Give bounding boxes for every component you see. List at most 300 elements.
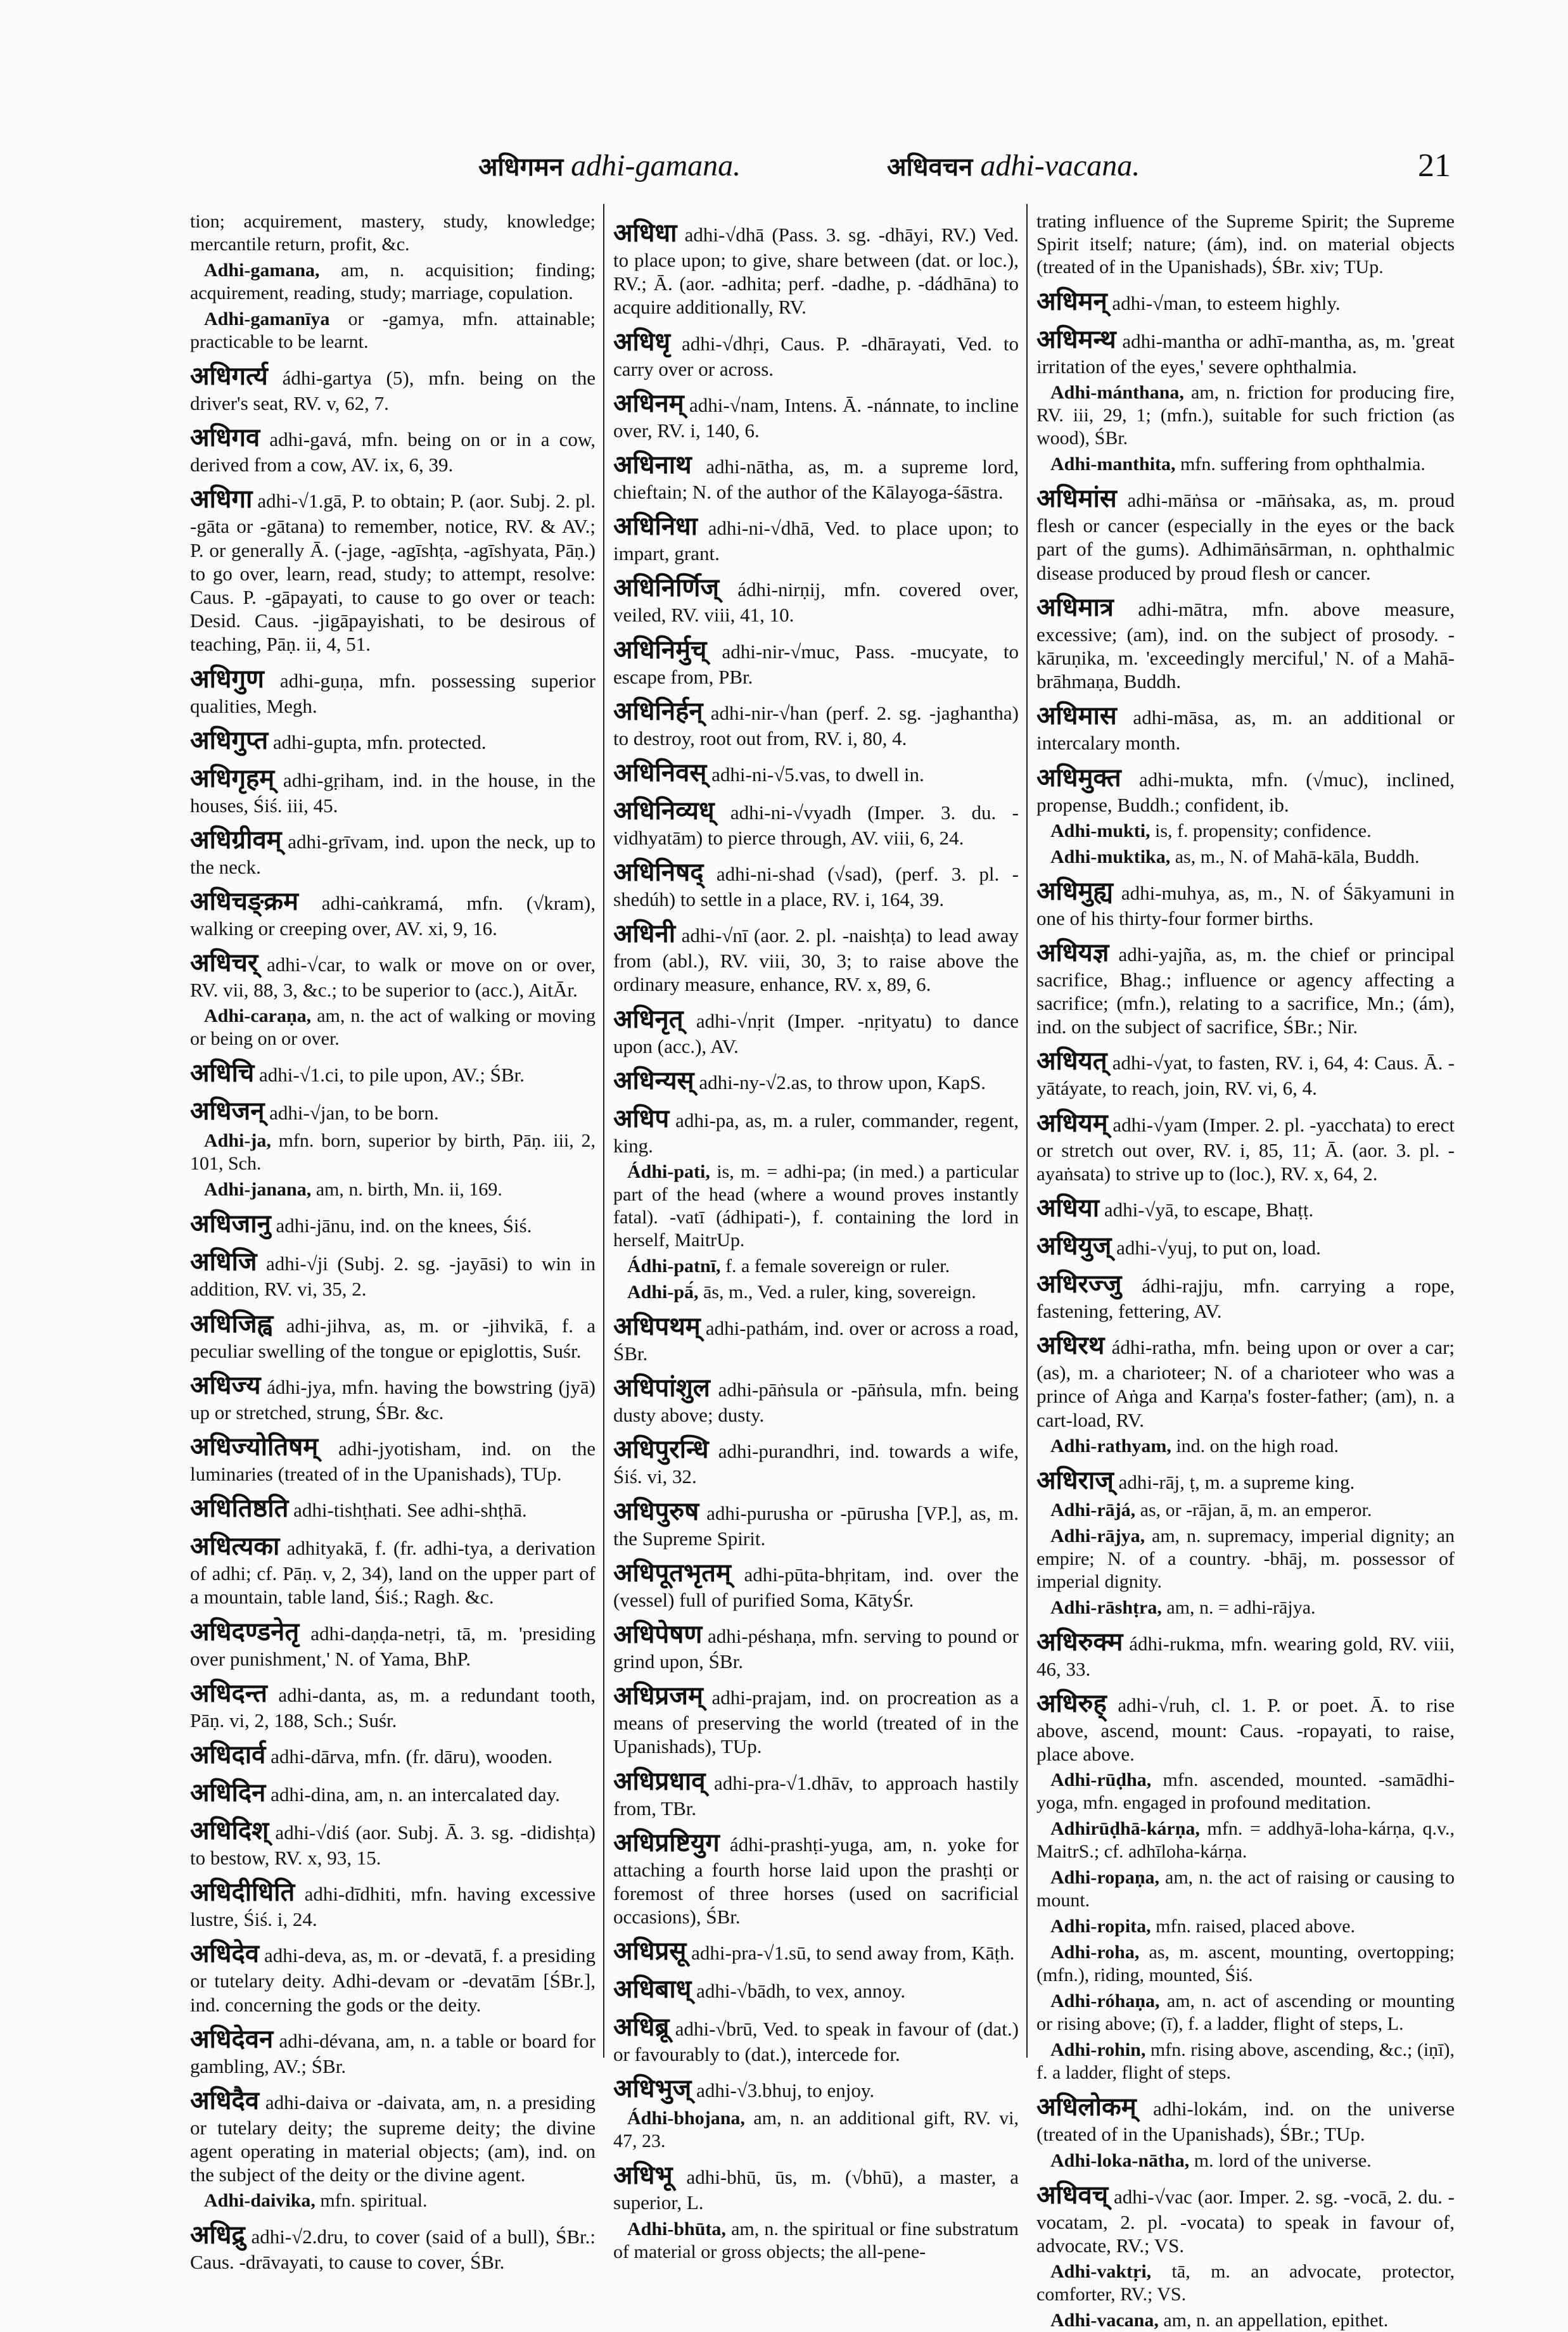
subentry-text: mfn. spiritual. (315, 2190, 428, 2212)
dictionary-subentry (1036, 2039, 1455, 2084)
subentry-text: mfn. ascended, mounted. -samādhi-yoga, mfn. engaged in profound meditation. (1036, 1769, 1455, 1814)
entry-text: adhi-nir-√han (perf. 2. sg. -jaghantha) to destroy, root out from, RV. i, 80, 4. (613, 701, 1019, 749)
header-center-roman: adhi-vacana. (980, 149, 1140, 182)
entry-text: adhi-√diś (aor. Subj. Ā. 3. sg. -didishṭa) to bestow, RV. x, 93, 15. (190, 1821, 596, 1869)
entry-headword-devanagari: अधिगृहम् (190, 763, 275, 793)
header-left-devanagari: अधिगमन (478, 153, 564, 182)
dictionary-entry (190, 484, 596, 656)
dictionary-entry (1036, 1046, 1455, 1100)
entry-text: adhi-jihva, as, m. or -jihvikā, f. a peculiar swelling of the tongue or epiglottis, Suśr. (190, 1314, 596, 1362)
subentry-headword: Adhi-rathyam, (1050, 1435, 1171, 1456)
dictionary-entry (613, 696, 1019, 750)
entry-text: adhi-purandhri, ind. towards a wife, Śiś. vi, 32. (613, 1440, 1019, 1488)
entry-text: adhi-jyotisham, ind. on the luminaries (treated of in the Upanishads), TUp. (190, 1437, 596, 1485)
dictionary-entry (1036, 2180, 1455, 2257)
entry-text: adhi-péshaṇa, mfn. serving to pound or grind upon, ŚBr. (613, 1624, 1019, 1673)
entry-headword-devanagari: अधिगा (190, 485, 253, 514)
entry-headword-devanagari: अधिधा (613, 219, 677, 248)
entry-headword-devanagari: अधिपांशुल (613, 1373, 710, 1403)
entry-text: adhi-rāj, ṭ, m. a supreme king. (1113, 1470, 1355, 1493)
dictionary-subentry (1036, 2150, 1455, 2172)
entry-text: adhi-pāṅsula or -pāṅsula, mfn. being dusty above; dusty. (613, 1379, 1019, 1427)
entry-headword-devanagari: अधिनिर्हन् (613, 696, 703, 726)
entry-text: adhi-√nī (aor. 2. pl. -naishṭa) to lead away from (abl.), RV. viii, 30, 3; to raise above the ordinary measure, enhance, RV. x, 89, 6. (613, 924, 1019, 996)
dictionary-subentry (1036, 1596, 1455, 1619)
dictionary-entry (613, 1066, 1019, 1096)
entry-text: adhi-ni-shad (√sad), (perf. 3. pl. -shedúh) to settle in a place, RV. i, 164, 39. (613, 863, 1019, 911)
entry-headword-devanagari: अधियम् (1036, 1108, 1108, 1138)
entry-text: adhi-dārva, mfn. (fr. dāru), wooden. (265, 1745, 553, 1768)
entry-headword-devanagari: अधिदन्त (190, 1678, 267, 1708)
entry-text: adhi-nir-√muc, Pass. -mucyate, to escape from, PBr. (613, 640, 1019, 688)
dictionary-entry (613, 1104, 1019, 1157)
entry-headword-devanagari: अधितिष्ठति (190, 1494, 289, 1524)
entry-text: adhi-gavá, mfn. being on or in a cow, derived from a cow, AV. ix, 6, 39. (190, 428, 596, 476)
entry-text: adhi-√yam (Imper. 2. pl. -yacchata) to erect or stretch out over, RV. i, 85, 11; Ā. (aor. 3. pl. -ayaṅsata) to strive up to (loc.), RV. x, 64, 2. (1036, 1113, 1455, 1185)
dictionary-entry (613, 1004, 1019, 1058)
entry-headword-devanagari: अधिरज्जु (1036, 1270, 1122, 1299)
entry-headword-devanagari: अधिगुप्त (190, 725, 269, 755)
entry-headword-devanagari: अधिप्रधाव् (613, 1766, 706, 1796)
entry-headword-devanagari: अधिपुरन्धि (613, 1435, 709, 1465)
entry-text: adhi-jānu, ind. on the knees, Śiś. (271, 1214, 532, 1237)
entry-headword-devanagari: अधिपुरुष (613, 1496, 699, 1526)
subentry-headword: Adhi-vaktṛi, (1050, 2260, 1152, 2282)
entry-text: adhi-prajam, ind. on procreation as a means of preserving the world (treated of in the Upanishads), TUp. (613, 1686, 1019, 1758)
entry-text: adhi-deva, as, m. or -devatā, f. a presiding or tutelary deity. Adhi-devam or -devatām [ŚBr.], ind. concerning the gods or the deity. (190, 1944, 596, 2016)
subentry-text: ās, m., Ved. a ruler, king, sovereign. (698, 1282, 976, 1303)
dictionary-entry (1036, 876, 1455, 930)
entry-text: adhi-gupta, mfn. protected. (268, 730, 487, 753)
dictionary-entry (190, 1531, 596, 1609)
dictionary-entry (613, 919, 1019, 996)
dictionary-entry (613, 327, 1019, 381)
dictionary-entry (613, 2012, 1019, 2066)
subentry-text: am, n. the act of raising or causing to mount. (1036, 1867, 1455, 1911)
entry-text: adhi-caṅkramá, mfn. (√kram), walking or creeping over, AV. xi, 9, 16. (190, 892, 596, 940)
continued-text: trating influence of the Supreme Spirit; the Supreme Spirit itself; nature; (ám), ind. on material objects (treated of in the Upanishads), ŚBr. xiv; TUp. (1036, 211, 1455, 277)
entry-headword-devanagari: अधिरथ (1036, 1331, 1105, 1361)
entry-headword-devanagari: अधिभुज् (613, 2074, 692, 2104)
dictionary-entry (1036, 1627, 1455, 1681)
dictionary-entry (190, 725, 596, 756)
subentry-headword: Adhi-rūḍha, (1050, 1769, 1152, 1791)
dictionary-entry (613, 511, 1019, 565)
dictionary-subentry (1036, 2260, 1455, 2306)
subentry-text: am, n. supremacy, imperial dignity; an empire; N. of a country. -bhāj, m. possessor of imperial dignity. (1036, 1525, 1455, 1592)
entry-text: adhi-ni-√dhā, Ved. to place upon; to impart, grant. (613, 517, 1019, 565)
entry-headword-devanagari: अधिबाध् (613, 1975, 692, 2004)
entry-headword-devanagari: अधिराज् (1036, 1465, 1114, 1495)
dictionary-subentry (613, 2218, 1019, 2264)
dictionary-entry (1036, 286, 1455, 317)
entry-headword-devanagari: अधिनिवस् (613, 758, 707, 787)
dictionary-subentry (1036, 1915, 1455, 1938)
dictionary-entry (190, 361, 596, 415)
entry-text: adhityakā, f. (fr. adhi-tya, a derivation of adhi; cf. Pāṇ. v, 2, 34), land on the upper part of a mountain, table land, Śiś.; Ragh. &c. (190, 1537, 596, 1609)
subentry-text: mfn. born, superior by birth, Pāṇ. iii, 2, 101, Sch. (190, 1130, 596, 1175)
page-number: 21 (1418, 148, 1451, 184)
entry-headword-devanagari: अधिप्रजम् (613, 1681, 703, 1711)
entry-headword-devanagari: अधियुज् (1036, 1232, 1112, 1261)
dictionary-subentry (190, 1178, 596, 1201)
subentry-headword: Adhi-mukti, (1050, 820, 1151, 841)
entry-text: adhi-√yat, to fasten, RV. i, 64, 4: Caus. Ā. -yātáyate, to reach, join, RV. vi, 6, 4. (1036, 1052, 1455, 1100)
entry-headword-devanagari: अधिनिधा (613, 512, 698, 542)
dictionary-entry (190, 886, 596, 940)
subentry-text: am, n. an appellation, epithet. (1158, 2309, 1389, 2331)
entry-headword-devanagari: अधिन्यस् (613, 1066, 694, 1095)
entry-headword-devanagari: अधिपूतभृतम् (613, 1558, 731, 1588)
entry-headword-devanagari: अधिदेवन (190, 2024, 274, 2054)
subentry-headword: Adhi-rohin, (1050, 2039, 1146, 2061)
dictionary-column-3 (1036, 210, 1455, 2331)
entry-text: adhi-dévana, am, n. a table or board for gambling, AV.; ŚBr. (190, 2029, 596, 2077)
entry-text: adhi-bhū, ūs, m. (√bhū), a master, a superior, L. (613, 2166, 1019, 2214)
dictionary-subentry (613, 1255, 1019, 1278)
entry-headword-devanagari: अधिजिह्व (190, 1309, 273, 1339)
entry-headword-devanagari: अधिगर्त्य (190, 362, 268, 391)
subentry-headword: Adhi-janana, (204, 1179, 312, 1201)
entry-text: adhi-muhya, as, m., N. of Śākyamuni in one of his thirty-four former births. (1036, 881, 1455, 929)
entry-text: ádhi-nirṇij, mfn. covered over, veiled, RV. viii, 41, 10. (613, 578, 1019, 627)
entry-headword-devanagari: अधिनृत् (613, 1004, 684, 1034)
entry-text: ádhi-jya, mfn. having the bowstring (jyā) up or stretched, strung, ŚBr. &c. (190, 1375, 596, 1424)
entry-headword-devanagari: अधिधृ (613, 327, 671, 357)
subentry-headword: Adhi-manthita, (1050, 454, 1176, 475)
entry-headword-devanagari: अधिवच् (1036, 2180, 1109, 2210)
dictionary-entry (190, 948, 596, 1002)
entry-text: adhi-pathám, ind. over or across a road, ŚBr. (613, 1317, 1019, 1365)
entry-text: adhi-yajña, as, m. the chief or principal sacrifice, Bhag.; influence or agency affecting a sacrifice; (mfn.), relating to a sacrifice, Mn.; (ám), ind. on the subject of sacrifice, ŚBr.; Nir. (1036, 943, 1455, 1038)
subentry-text: am, n. acquisition; finding; acquirement, reading, study; marriage, copulation. (190, 260, 596, 303)
subentry-text: mfn. suffering from ophthalmia. (1175, 454, 1425, 475)
dictionary-entry (190, 2220, 596, 2274)
subentry-headword: Adhi-gamanīya (204, 309, 330, 329)
dictionary-entry (613, 573, 1019, 627)
dictionary-entry (190, 1493, 596, 1524)
entry-headword-devanagari: अधिदार्व (190, 1740, 266, 1769)
dictionary-entry (613, 796, 1019, 850)
entry-text: adhi-√car, to walk or move on or over, RV. vii, 88, 3, &c.; to be superior to (acc.), AitĀr. (190, 953, 596, 1002)
subentry-headword: Adhi-pā́, (627, 1282, 699, 1303)
dictionary-entry (190, 1096, 596, 1126)
dictionary-entry (613, 1681, 1019, 1758)
dictionary-subentry (1036, 820, 1455, 843)
entry-text: adhi-mantha or adhī-mantha, as, m. 'great irritation of the eyes,' severe ophthalmia. (1036, 330, 1455, 378)
subentry-text: or -gamya, mfn. attainable; practicable to be learnt. (190, 309, 596, 352)
dictionary-subentry (190, 259, 596, 305)
dictionary-entry (190, 1816, 596, 1870)
entry-headword-devanagari: अधिरुह् (1036, 1688, 1107, 1718)
entry-headword-devanagari: अधिनिर्मुच् (613, 635, 707, 665)
dictionary-entry (613, 450, 1019, 504)
entry-headword-devanagari: अधिदेव (190, 1939, 259, 1969)
entry-text: adhi-daṇḍa-netṛi, tā, m. 'presiding over punishment,' N. of Yama, BhP. (190, 1622, 596, 1670)
dictionary-entry (613, 857, 1019, 911)
header-center-devanagari: अधिवचन (887, 153, 973, 182)
dictionary-subentry (1036, 1818, 1455, 1863)
dictionary-entry (1036, 1269, 1455, 1323)
entry-headword-devanagari: अधिनम् (613, 388, 684, 418)
entry-text: adhi-√2.dru, to cover (said of a bull), ŚBr.: Caus. -drāvayati, to cause to cover, ŚBr. (190, 2226, 596, 2274)
entry-text: adhi-pra-√1.dhāv, to approach hastily from, TBr. (613, 1771, 1019, 1819)
subentry-headword: Adhi-mánthana, (1050, 382, 1184, 404)
dictionary-subentry (1036, 1866, 1455, 1912)
subentry-text: ind. on the high road. (1171, 1435, 1339, 1456)
entry-headword-devanagari: अधिमास (1036, 701, 1117, 731)
dictionary-entry (190, 1617, 596, 1671)
dictionary-subentry (1036, 453, 1455, 476)
dictionary-entry (190, 763, 596, 817)
subentry-headword: Adhi-daivika, (204, 2190, 316, 2212)
subentry-headword: Adhi-bhūta, (627, 2218, 726, 2240)
subentry-headword: Ádhi-bhojana, (627, 2108, 745, 2129)
dictionary-entry (1036, 1465, 1455, 1496)
entry-headword-devanagari: अधिनिषद् (613, 858, 704, 888)
dictionary-entry (190, 1370, 596, 1424)
dictionary-subentry (613, 2107, 1019, 2153)
entry-headword-devanagari: अधिमांस (1036, 484, 1117, 514)
entry-headword-devanagari: अधिदण्डनेतृ (190, 1617, 300, 1647)
dictionary-entry (190, 423, 596, 476)
column-divider-1 (603, 204, 604, 2058)
dictionary-entry (613, 1434, 1019, 1488)
dictionary-entry (190, 1432, 596, 1486)
dictionary-subentry (613, 1161, 1019, 1252)
entry-headword-devanagari: अधिनाथ (613, 450, 692, 480)
dictionary-entry (190, 1740, 596, 1770)
dictionary-entry (613, 1496, 1019, 1550)
subentry-headword: Adhi-gamana, (204, 260, 320, 281)
entry-text: adhi-√bādh, to vex, annoy. (691, 1980, 906, 2003)
dictionary-entry (190, 825, 596, 879)
subentry-headword: Adhi-ja, (204, 1130, 271, 1152)
entry-headword-devanagari: अधिमात्र (1036, 592, 1114, 622)
dictionary-entry (613, 1373, 1019, 1427)
dictionary-entry (613, 2160, 1019, 2214)
subentry-text: m. lord of the universe. (1189, 2150, 1372, 2171)
dictionary-subentry (1036, 1769, 1455, 1814)
dictionary-entry (190, 1209, 596, 1239)
entry-headword-devanagari: अधिदिन (190, 1778, 266, 1807)
entry-text: adhi-tishṭhati. See adhi-shṭhā. (288, 1499, 527, 1522)
dictionary-subentry (1036, 1941, 1455, 1987)
subentry-headword: Ádhi-pati, (627, 1161, 710, 1182)
dictionary-entry (613, 1936, 1019, 1966)
entry-headword-devanagari: अधिमन् (1036, 287, 1107, 316)
subentry-text: am, n. the act of walking or moving or being on or over. (190, 1005, 596, 1050)
entry-text: adhi-√1.gā, P. to obtain; P. (aor. Subj. 2. pl. -gāta or -gātana) to remember, notice, RV. & AV.; P. or generally Ā. (-jage, -agīshṭa, -agīshyata, Pāṇ.) to go over, learn, read, study; to attempt, resolve: Caus. P. -gāpayati, to cause to go over or teach: Desid. Caus. -jigāpayishati, to be desirous of teaching, Pāṇ. ii, 4, 51. (190, 490, 596, 656)
entry-headword-devanagari: अधिगव (190, 423, 260, 453)
subentry-text: as, or -rājan, ā, m. an emperor. (1135, 1499, 1372, 1520)
subentry-headword: Adhi-caraṇa, (204, 1005, 312, 1027)
entry-text: adhi-√ruh, cl. 1. P. or poet. Ā. to rise above, ascend, mount: Caus. -ropayati, to raise, place above. (1036, 1693, 1455, 1766)
entry-headword-devanagari: अधिग्रीवम् (190, 825, 282, 855)
entry-headword-devanagari: अधिजि (190, 1247, 257, 1277)
dictionary-subentry (190, 1130, 596, 1175)
entry-headword-devanagari: अधिनी (613, 919, 676, 949)
entry-headword-devanagari: अधिपथम् (613, 1312, 701, 1341)
entry-headword-devanagari: अधिमन्थ (1036, 325, 1116, 354)
entry-text: adhi-√jan, to be born. (264, 1102, 439, 1125)
dictionary-entry (1036, 1108, 1455, 1185)
dictionary-entry (613, 1766, 1019, 1820)
entry-text: ádhi-gartya (5), mfn. being on the driver's seat, RV. v, 62, 7. (190, 367, 596, 414)
entry-text: adhi-pa, as, m. a ruler, commander, regent, king. (613, 1109, 1019, 1157)
column-divider-2 (1026, 204, 1028, 2058)
entry-headword-devanagari: अधिज्य (190, 1370, 261, 1400)
subentry-text: am, n. the spiritual or fine substratum of material or gross objects; the all-pene- (613, 2218, 1019, 2262)
entry-text: adhi-ni-√5.vas, to dwell in. (706, 763, 924, 786)
entry-text: adhi-nātha, as, m. a supreme lord, chieftain; N. of the author of the Kālayoga-śāstra. (613, 455, 1019, 503)
dictionary-entry (613, 1558, 1019, 1612)
dictionary-entry (1036, 2092, 1455, 2146)
subentry-text: is, m. = adhi-pa; (in med.) a particular part of the head (where a wound proves instantly fatal). -vatī (ádhipati-), f. containing the lord in herself, MaitrUp. (613, 1161, 1019, 1251)
subentry-headword: Adhi-muktika, (1050, 846, 1171, 867)
entry-text: adhi-lokám, ind. on the universe (treated of in the Upanishads), ŚBr.; TUp. (1036, 2098, 1455, 2146)
dictionary-entry (613, 1311, 1019, 1365)
entry-text: adhi-ny-√2.as, to throw upon, KapS. (694, 1071, 986, 1093)
entry-headword-devanagari: अधित्यका (190, 1532, 280, 1562)
entry-text: adhi-√ji (Subj. 2. sg. -jayāsi) to win in addition, RV. vi, 35, 2. (190, 1252, 596, 1301)
entry-text: ádhi-rukma, mfn. wearing gold, RV. viii, 46, 33. (1036, 1632, 1455, 1680)
entry-text: adhi-guṇa, mfn. possessing superior qualities, Megh. (190, 669, 596, 717)
entry-text: adhi-pra-√1.sū, to send away from, Kāṭh. (686, 1942, 1015, 1965)
header-left-roman: adhi-gamana. (571, 149, 741, 182)
dictionary-entry (1036, 1330, 1455, 1432)
dictionary-entry (190, 1309, 596, 1363)
subentry-headword: Adhi-rāshṭra, (1050, 1596, 1162, 1618)
dictionary-entry (613, 758, 1019, 788)
header-left (478, 147, 741, 186)
entry-text: adhi-dīdhiti, mfn. having excessive lustre, Śiś. i, 24. (190, 1883, 596, 1931)
header-center (887, 147, 1140, 186)
dictionary-entry (190, 2024, 596, 2078)
subentry-text: am, n. act of ascending or mounting or rising above; (ī), f. a ladder, flight of steps, L. (1036, 1991, 1455, 2035)
entry-text: adhi-mātra, mfn. above measure, excessive; (am), ind. on the subject of prosody. -kāruṇika, m. 'exceedingly merciful,' N. of a Mahā-brāhmaṇa, Buddh. (1036, 597, 1455, 693)
entry-text: ádhi-prashṭi-yuga, am, n. yoke for attaching a fourth horse laid upon the prashṭi or foremost of three horses (used on sacrificial occasions), ŚBr. (613, 1833, 1019, 1928)
dictionary-subentry (1036, 846, 1455, 869)
subentry-headword: Adhi-vacana, (1050, 2309, 1159, 2331)
subentry-text: f. a female sovereign or ruler. (720, 1256, 950, 1277)
entry-headword-devanagari: अधिजन् (190, 1097, 265, 1126)
subentry-text: am, n. birth, Mn. ii, 169. (311, 1179, 502, 1201)
entry-headword-devanagari: अधिचि (190, 1059, 255, 1088)
dictionary-column-1 (190, 210, 596, 2274)
entry-text: adhi-māsa, as, m. an additional or intercalary month. (1036, 706, 1455, 755)
entry-headword-devanagari: अधिभू (613, 2161, 673, 2191)
subentry-headword: Adhi-roha, (1050, 1942, 1140, 1963)
entry-headword-devanagari: अधिचङ्क्रम (190, 887, 299, 917)
dictionary-entry (1036, 938, 1455, 1039)
entry-headword-devanagari: अधिजानु (190, 1209, 271, 1239)
entry-headword-devanagari: अधिमुह्य (1036, 876, 1113, 906)
dictionary-entry (613, 218, 1019, 319)
entry-text: adhi-purusha or -pūrusha [VP.], as, m. the Supreme Spirit. (613, 1501, 1019, 1550)
subentry-text: am, n. friction for producing fire, RV. iii, 29, 1; (mfn.), suitable for such friction (as wood), ŚBr. (1036, 382, 1455, 449)
dictionary-entry (1036, 324, 1455, 378)
entry-headword-devanagari: अधिपेषण (613, 1619, 703, 1649)
entry-text: adhi-√yuj, to put on, load. (1111, 1237, 1321, 1259)
dictionary-entry (1036, 763, 1455, 817)
dictionary-entry (190, 1058, 596, 1088)
dictionary-entry (613, 635, 1019, 689)
entry-headword-devanagari: अधिब्रू (613, 2013, 670, 2042)
dictionary-entry (190, 1939, 596, 2016)
subentry-text: am, n. an additional gift, RV. vi, 47, 23. (613, 2108, 1019, 2152)
dictionary-subentry (1036, 1435, 1455, 1458)
entry-headword-devanagari: अधिप्रष्टियुग (613, 1828, 720, 1857)
entry-text: adhi-√yā, to escape, Bhaṭṭ. (1099, 1199, 1314, 1221)
entry-headword-devanagari: अधिमुक्त (1036, 763, 1121, 793)
subentry-headword: Adhi-ropaṇa, (1050, 1867, 1160, 1889)
dictionary-entry (1036, 483, 1455, 585)
dictionary-entry (613, 2074, 1019, 2104)
dictionary-subentry (190, 2189, 596, 2212)
entry-text: adhi-√dhā (Pass. 3. sg. -dhāyi, RV.) Ved. to place upon; to give, share between (dat. or loc.), RV.; Ā. (aor. -adhita; perf. -dadhe, p. -dádhāna) to acquire additionally, RV. (613, 224, 1019, 319)
dictionary-subentry (1036, 1499, 1455, 1522)
subentry-text: mfn. raised, placed above. (1151, 1916, 1356, 1937)
entry-text: adhi-√1.ci, to pile upon, AV.; ŚBr. (254, 1064, 525, 1086)
entry-text: ádhi-ratha, mfn. being upon or over a car; (as), m. a charioteer; N. of a charioteer who was a prince of Aṅga and Karṇa's foster-father; (am), n. a cart-load, RV. (1036, 1336, 1455, 1431)
entry-headword-devanagari: अधिया (1036, 1194, 1100, 1223)
dictionary-entry (1036, 1688, 1455, 1766)
subentry-text: as, m., N. of Mahā-kāla, Buddh. (1170, 846, 1420, 867)
subentry-text: is, f. propensity; confidence. (1150, 820, 1372, 841)
entry-headword-devanagari: अधियत् (1036, 1047, 1107, 1076)
entry-text: adhi-danta, as, m. a redundant tooth, Pāṇ. vi, 2, 188, Sch.; Suśr. (190, 1683, 596, 1731)
entry-text: adhi-mukta, mfn. (√muc), inclined, propense, Buddh.; confident, ib. (1036, 768, 1455, 816)
entry-text: adhi-grīvam, ind. upon the neck, up to the neck. (190, 830, 596, 878)
entry-text: adhi-gṛiham, ind. in the house, in the houses, Śiś. iii, 45. (190, 768, 596, 817)
subentry-text: am, n. = adhi-rājya. (1161, 1596, 1316, 1618)
entry-headword-devanagari: अधिदिश् (190, 1816, 269, 1845)
dictionary-subentry (190, 1005, 596, 1050)
entry-headword-devanagari: अधिद्रु (190, 2220, 245, 2250)
entry-headword-devanagari: अधिदीधिति (190, 1878, 295, 1908)
entry-headword-devanagari: अधिप (613, 1104, 670, 1133)
subentry-headword: Adhi-rājá, (1050, 1499, 1136, 1520)
dictionary-entry (1036, 592, 1455, 694)
entry-headword-devanagari: अधिज्योतिषम् (190, 1432, 319, 1462)
subentry-headword: Adhi-rājya, (1050, 1525, 1145, 1546)
entry-text: adhi-√dhṛi, Caus. P. -dhārayati, Ved. to carry over or across. (613, 332, 1019, 380)
dictionary-entry (1036, 1231, 1455, 1261)
dictionary-entry (1036, 701, 1455, 755)
dictionary-entry (1036, 1193, 1455, 1223)
entry-text: adhi-√nam, Intens. Ā. -nánnate, to incline over, RV. i, 140, 6. (613, 393, 1019, 442)
entry-headword-devanagari: अधिगुण (190, 664, 264, 694)
entry-headword-devanagari: अधिरुक्म (1036, 1627, 1123, 1657)
dictionary-entry (613, 1974, 1019, 2004)
dictionary-entry (190, 1678, 596, 1732)
subentry-headword: Adhi-ropita, (1050, 1916, 1151, 1937)
entry-text: adhi-dina, am, n. an intercalated day. (265, 1783, 560, 1806)
dictionary-subentry (1036, 1525, 1455, 1593)
dictionary-subentry (1036, 381, 1455, 450)
dictionary-subentry (190, 308, 596, 354)
dictionary-entry (613, 388, 1019, 442)
dictionary-entry (190, 2086, 596, 2187)
entry-text: adhi-√vac (aor. Imper. 2. sg. -vocā, 2. du. -vocatam, 2. pl. -vocata) to speak in favour of, advocate, RV.; VS. (1036, 2185, 1455, 2257)
entry-text: ádhi-rajju, mfn. carrying a rope, fastening, fettering, AV. (1036, 1275, 1455, 1322)
dictionary-entry (613, 1619, 1019, 1673)
entry-text: adhi-√nṛit (Imper. -nṛityatu) to dance upon (acc.), AV. (613, 1009, 1019, 1057)
entry-headword-devanagari: अधिप्रसू (613, 1937, 687, 1966)
entry-text: adhi-√3.bhuj, to enjoy. (691, 2079, 875, 2102)
dictionary-column-2 (613, 210, 1019, 2262)
